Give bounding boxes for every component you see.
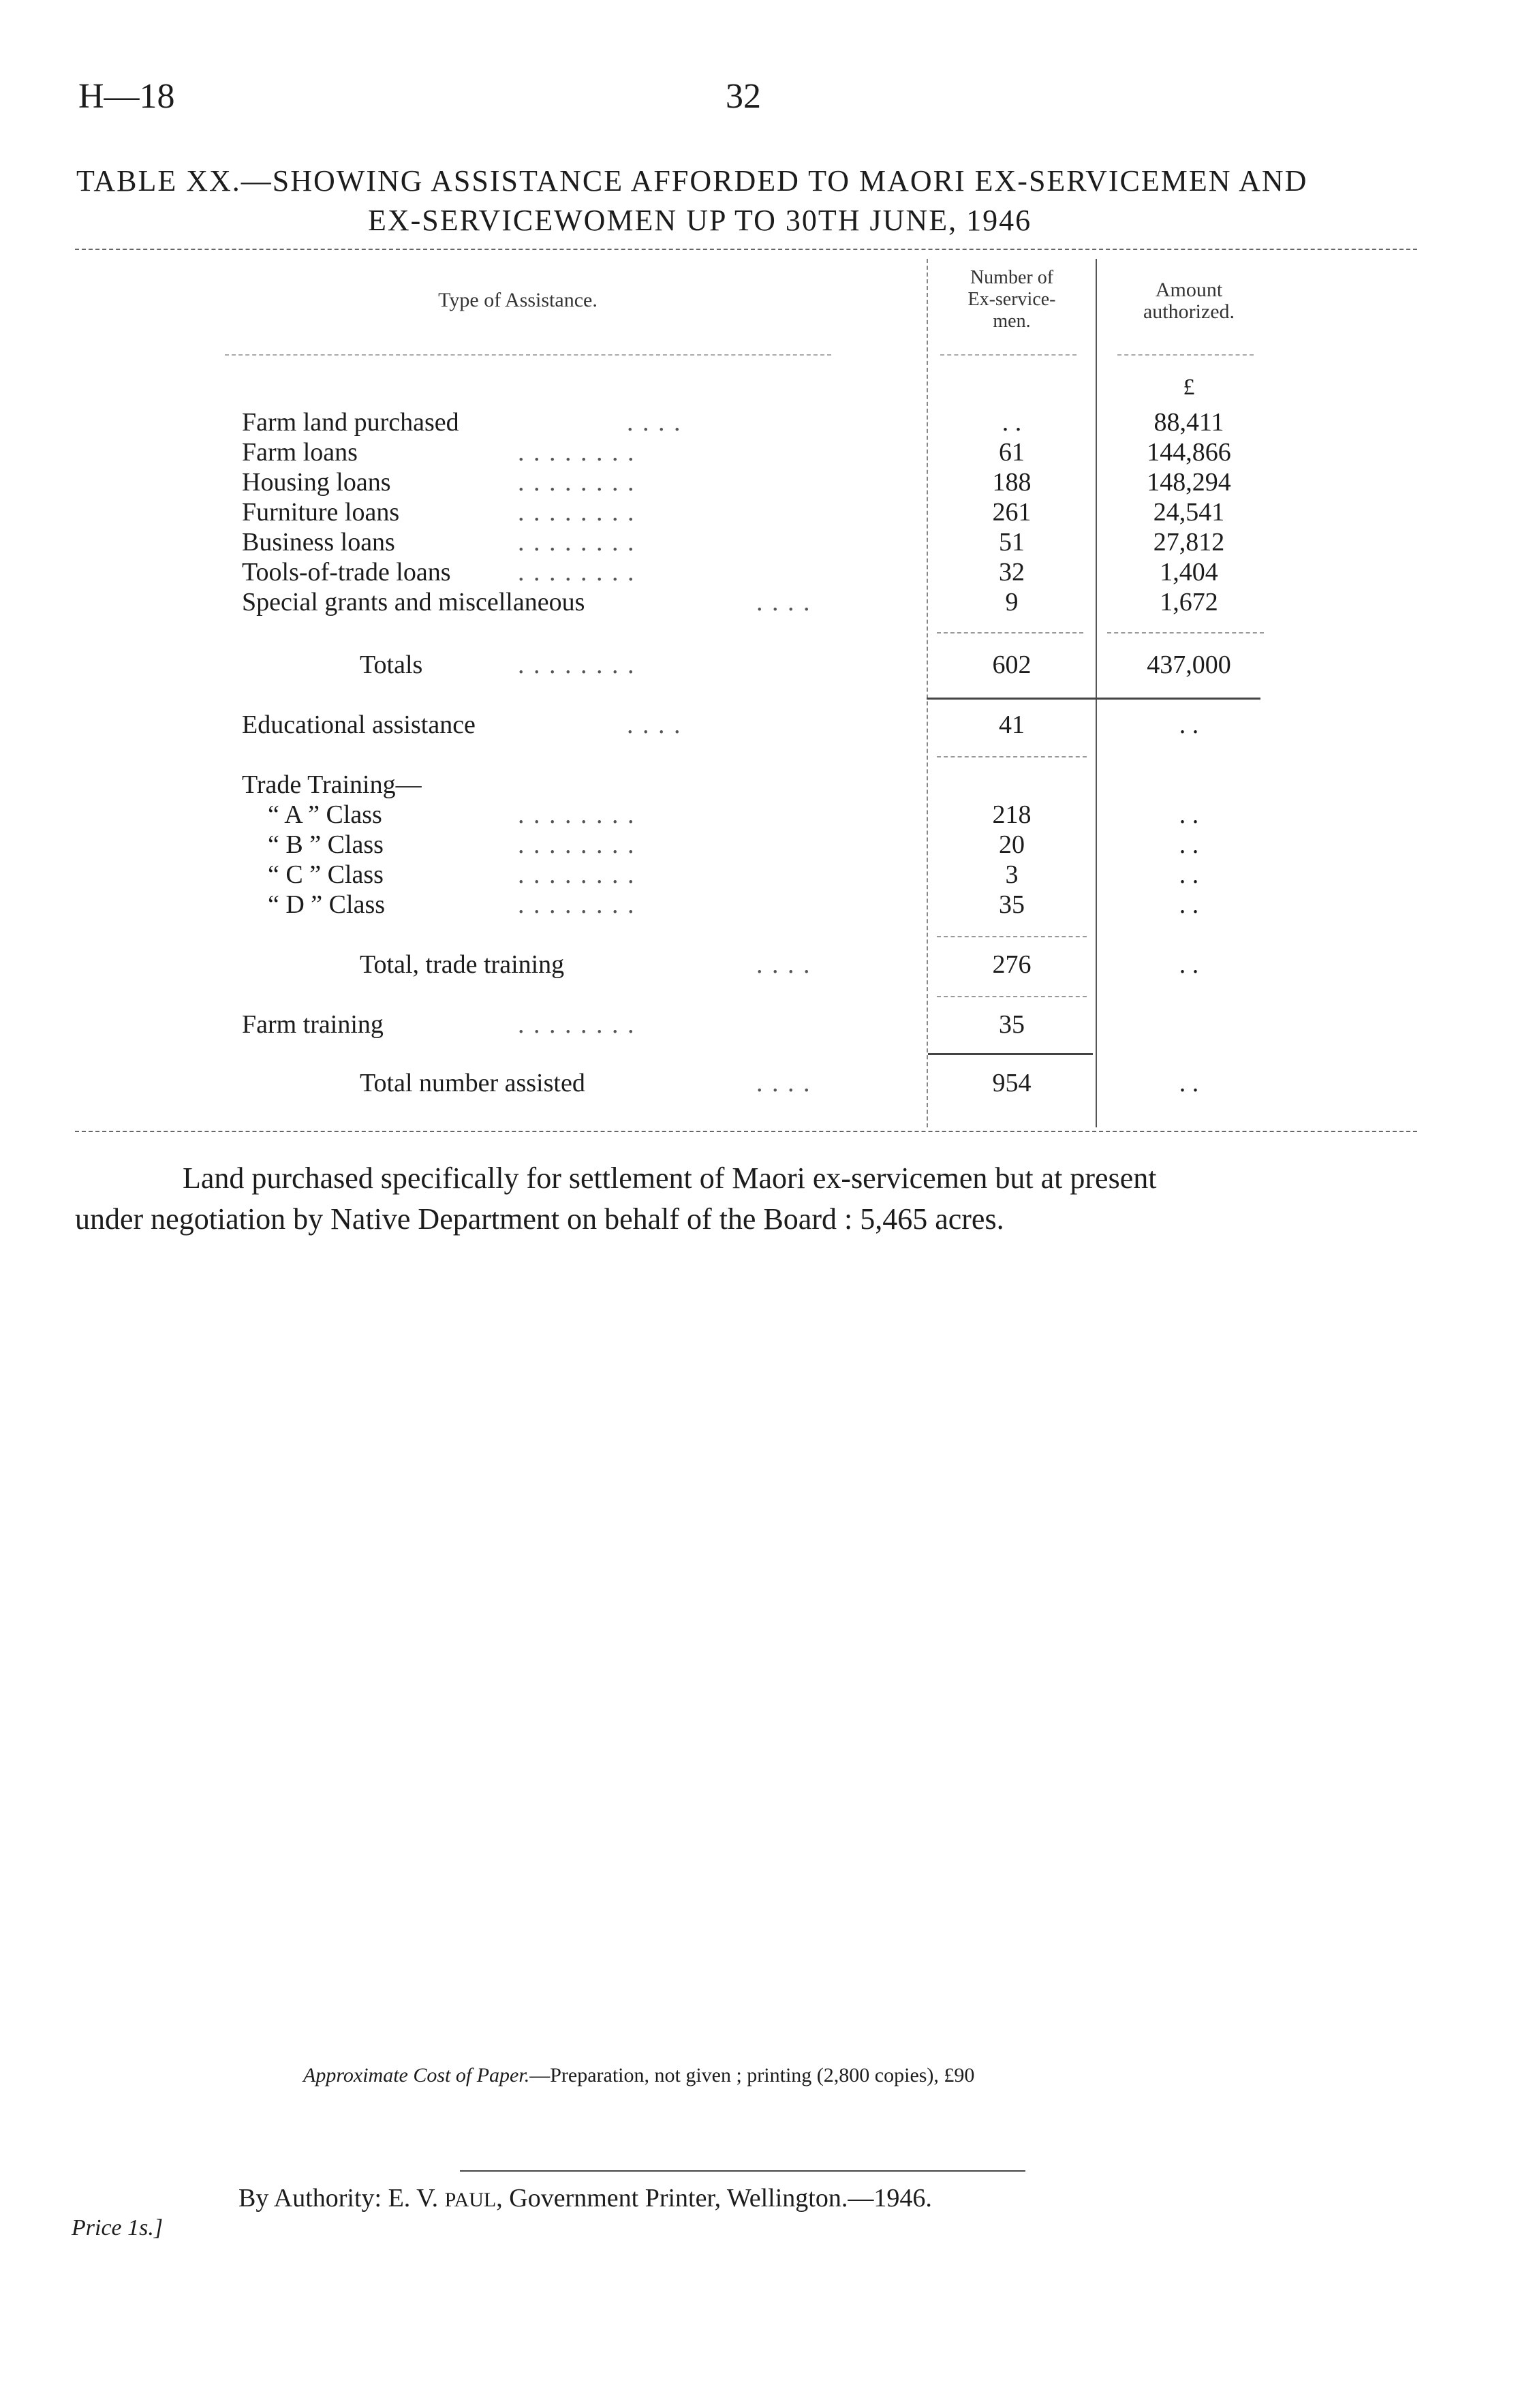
subtotal-rule-amount — [1107, 632, 1264, 634]
table-number: TABLE XX. — [76, 164, 241, 198]
caption-text-2: EX-SERVICEWOMEN UP TO 30TH JUNE, 1946 — [368, 204, 1032, 237]
caption-text-1: —SHOWING ASSISTANCE AFFORDED TO MAORI EX-SERVICEMEN AND — [241, 164, 1308, 198]
totals-rule — [927, 698, 1260, 700]
document-reference: H—18 — [78, 77, 175, 116]
price: Price 1s.] — [72, 2215, 164, 2240]
table-bottom-rule — [75, 1131, 1417, 1132]
page-number: 32 — [726, 77, 761, 116]
grand-total-row: Total number assisted . . . . 954 . . — [360, 1069, 1199, 1097]
totals-row: Totals . . . . . . . . 602 437,000 — [360, 651, 1231, 679]
table-row: Special grants and miscellaneous . . . . 9 1,672 — [242, 588, 1218, 616]
cost-note-label: Approximate Cost of Paper. — [303, 2064, 530, 2086]
cost-note-text: —Preparation, not given ; printing (2,800 copies), £90 — [529, 2064, 975, 2086]
table-row: “ B ” Class . . . . . . . . 20 . . — [268, 830, 1199, 859]
table-row: Educational assistance . . . . 41 . . — [242, 710, 1199, 739]
column-divider-left — [927, 259, 928, 1127]
head-rule-number — [940, 354, 1076, 356]
printer-name: PAUL — [444, 2189, 497, 2211]
table-row: Tools-of-trade loans . . . . . . . . 32 1,404 — [242, 558, 1218, 587]
table-row: Farm loans . . . . . . . . 61 144,866 — [242, 438, 1231, 467]
table-row: Furniture loans . . . . . . . . 261 24,541 — [242, 498, 1225, 527]
table-row: “ A ” Class . . . . . . . . 218 . . — [268, 800, 1199, 829]
head-rule-amount — [1117, 354, 1254, 356]
cost-note — [303, 2064, 974, 2087]
farm-training-rule — [928, 1053, 1093, 1055]
table-row: Farm land purchased . . . . . . 88,411 — [242, 408, 1224, 437]
table-row: “ D ” Class . . . . . . . . 35 . . — [268, 890, 1199, 919]
trade-total-row: Total, trade training . . . . 276 . . — [360, 950, 1199, 979]
table-row: Housing loans . . . . . . . . 188 148,294 — [242, 468, 1231, 497]
land-note-line-2: under negotiation by Native Department on behalf of the Board : 5,465 acres. — [75, 1202, 1004, 1236]
head-rule-type — [225, 354, 831, 356]
authority-line: By Authority: E. V. PAUL, Government Printer, Wellington.—1946. — [238, 2184, 932, 2212]
subtotal-rule-number — [937, 632, 1083, 634]
table-row: Business loans . . . . . . . . 51 27,812 — [242, 528, 1225, 557]
trade-subtotal-rule — [937, 936, 1087, 937]
column-header-type: Type of Assistance. — [438, 289, 598, 311]
table-row: “ C ” Class . . . . . . . . 3 . . — [268, 860, 1199, 889]
educational-rule — [937, 756, 1087, 757]
trade-total-rule — [937, 996, 1087, 997]
column-header-amount: Amount authorized. — [1143, 279, 1235, 323]
column-header-number: Number of Ex-service- men. — [967, 267, 1056, 332]
trade-training-heading: Trade Training— — [242, 770, 422, 799]
table-top-rule — [75, 249, 1417, 250]
column-divider-right — [1096, 259, 1097, 1127]
land-note-line-1: Land purchased specifically for settlement of Maori ex-servicemen but at present — [183, 1161, 1157, 1195]
table-caption-line-1 — [76, 163, 1307, 198]
currency-symbol: £ — [1183, 375, 1195, 400]
table-row: Farm training . . . . . . . . 35 — [242, 1010, 1025, 1039]
authority-rule — [460, 2170, 1025, 2172]
